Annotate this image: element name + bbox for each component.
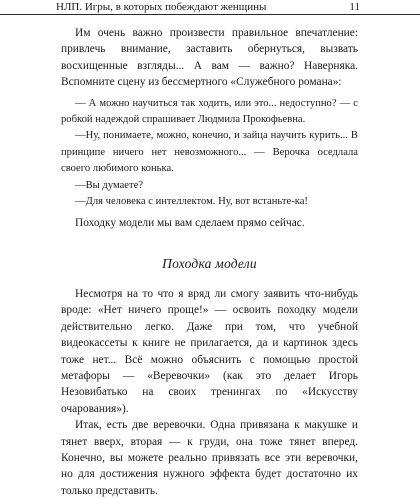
body-paragraph: Итак, есть две веревочки. Одна привязана к макушке и тянет вверх, вторая — к груди, она тоже тянет вперед. Конечно, вы можете реально привязать все эти веревочки, но для достижения нужного эффекта будет достаточно их только представить.	[61, 419, 358, 497]
dialog-line: —Вы думаете?	[75, 179, 144, 191]
page-number: 11	[349, 1, 360, 13]
intro-paragraph: Им очень важно произвести правильное впечатление: привлечь внимание, заставить обернуться, вызвать восхищенные взгляды... А вам — важно? Наверняка. Вспомните сцену из бессмертного «Служебного романа»:	[61, 27, 358, 89]
dialog-line: —Ну, понимаете, можно, конечно, и зайца научить курить... В принципе ничего нет невозможного... — Верочка оседлала своего любимого конька.	[61, 130, 358, 175]
page-body	[61, 25, 358, 499]
running-title: НЛП. Игры, в которых побеждают женщины	[56, 1, 267, 13]
transition-paragraph: Походку модели мы вам сделаем прямо сейчас.	[75, 217, 305, 230]
section-heading: Походка модели	[162, 255, 257, 271]
dialog-line: — А можно научиться так ходить, или это... недоступно? — с робкой надеждой спрашивает Людмила Прокофьевна.	[61, 97, 358, 126]
dialog-line: —Для человека с интеллектом. Ну, вот встаньте-ка!	[75, 196, 308, 208]
running-header	[0, 0, 420, 15]
body-paragraph: Несмотря на то что я вряд ли смогу заявить что-нибудь вроде: «Нет ничего проще!» — освоить походку модели действительно легко. Даже при том, что учебной видеокассеты к книге не прилагается, да и картинок здесь тоже нет... Всё можно объяснить с помощью простой метафоры — «Веревочки» (как это делает Игорь Незовибатько на своих тренингах по «Искусству очарования»).	[61, 287, 358, 415]
